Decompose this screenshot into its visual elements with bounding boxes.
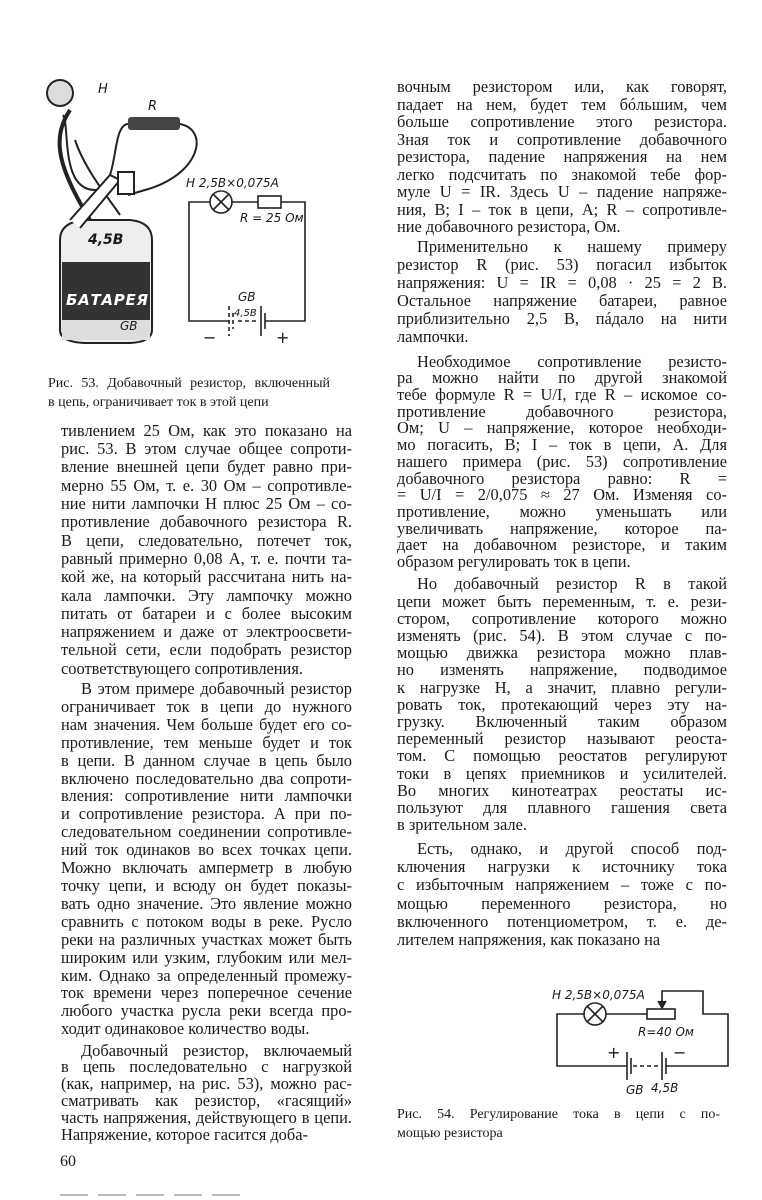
text-line: В этом примере добавочный резистор (81, 679, 352, 699)
text-line: нашего примера (рис. 53) сопротивление (397, 451, 727, 471)
battery-gb-label: GB (120, 319, 138, 333)
text-line: любого участка русла реки всегда про- (61, 1001, 352, 1021)
figure-53-caption (48, 374, 330, 412)
page-number: 60 (60, 1153, 76, 1170)
text-line: Ом; U – напряжение, которое необходи- (397, 418, 727, 438)
text-line: стором, сопротивление которого можно (397, 608, 727, 628)
paragraph (397, 238, 727, 346)
text-line: ограничивает ток в цепи до нужного (61, 696, 352, 716)
text-line: с избыточным напряжением – тоже с по- (397, 875, 727, 895)
resistor-label: R (148, 99, 158, 114)
text-line: том. С помощью реостатов регулируют (397, 746, 727, 766)
bulb-label: H (98, 82, 108, 97)
schematic-gb-label: GB (238, 290, 256, 304)
text-line: лампочки. (397, 327, 469, 346)
paragraph (397, 351, 727, 572)
text-line: ким. Однако за определенный промежу- (61, 965, 352, 985)
text-line: тебе формуле R = U/I, где R – искомое со- (397, 385, 727, 405)
text-line: токи в цепях приемников и усилителей. (397, 763, 727, 783)
text-line: грузку. Включенный таким образом (397, 712, 727, 732)
bulb-icon (47, 80, 73, 106)
paragraph (61, 680, 352, 1038)
paragraph (397, 575, 727, 833)
text-line: противление добавочного резистора, (397, 401, 727, 421)
text-line: Необходимое сопротивление резисто- (417, 351, 727, 371)
text-line: приблизительно 2,5 В, пáдало на нити (397, 309, 727, 328)
text-line: резистор R (рис. 53) погасил избыток (397, 255, 727, 274)
text-line: ток времени через поперечное сечение (61, 983, 352, 1003)
text-line: добавочного резистора равно: R = (397, 468, 727, 488)
text-line: легко подсчитать по знакомой тебе фор- (397, 164, 727, 184)
battery-text: БАТАРЕЯ (66, 291, 148, 309)
text-line: Остальное напряжение батареи, равное (397, 291, 727, 310)
text-line: широким или узким, глубоким или мел- (61, 947, 352, 967)
voltage-label-54: 4,5В (651, 1081, 679, 1095)
plus-sign-54: + (607, 1043, 621, 1062)
text-line: тельной сети, если подобрать резистор (61, 640, 352, 660)
text-line: Есть, однако, и другой способ под- (417, 838, 727, 858)
text-line: ние добавочного резистора, Ом. (397, 217, 621, 237)
text-line: лителем напряжения, как показано на (397, 929, 661, 949)
text-line: ходит одинаковое количество воды. (61, 1019, 310, 1039)
text-line: питать от батареи и с более высоким (61, 603, 352, 623)
text-line: кала лампочки. Эту лампочку можно (61, 585, 352, 605)
divider (136, 1194, 164, 1196)
text-line: ние нити лампочки Н плюс 25 Ом – со- (61, 494, 352, 514)
text-line: Напряжение, которое гасится доба- (61, 1124, 308, 1144)
circuit-schematic-54 (557, 991, 728, 1080)
minus-sign: − (203, 328, 217, 347)
caption-line: Рис. 53. Добавочный резистор, включенный (48, 376, 330, 391)
text-line: тивлением 25 Ом, как это показано на (61, 420, 352, 440)
text-line: сматривать как резистор, «гасящий» (61, 1090, 352, 1110)
text-line: образом регулировать ток в цепи. (397, 552, 631, 572)
paragraph (61, 1040, 352, 1144)
text-line: вать одно значение. Это явление можно (61, 893, 352, 913)
text-line: противление, тем меньше будет и ток (61, 732, 352, 752)
text-line: вочным резистором или, как говорят, (397, 77, 727, 97)
text-line: напряжением и даже от электроосвети- (61, 622, 352, 642)
schematic-voltage-label: 4,5В (234, 308, 257, 319)
text-line: точку цепи, и всюду он будет показы- (61, 876, 352, 896)
text-line: мощью движка резистора можно плав- (397, 643, 727, 663)
text-line: реки на различных участках может быть (61, 929, 352, 949)
lamp-spec-label: H 2,5В×0,075А (186, 176, 279, 190)
text-line: (как, например, на рис. 53), можно рас- (61, 1074, 352, 1094)
text-line: соответствующего сопротивления. (61, 658, 303, 678)
text-line: вление внешней цепи будет равно при- (61, 457, 352, 477)
resistor-value-label-54: R=40 Ом (638, 1025, 694, 1039)
figure-54-caption (397, 1105, 720, 1143)
text-line: противление добавочного резистора R. (61, 512, 352, 532)
text-line: часть напряжения, действующего в цепи. (61, 1107, 352, 1127)
text-line: в цепь последовательно с нагрузкой (61, 1057, 352, 1077)
lamp-spec-label-54: H 2,5В×0,075А (552, 988, 645, 1002)
text-line: вления: сопротивление нити лампочки (61, 786, 352, 806)
text-line: включенного потенциометром, т. е. де- (397, 911, 727, 931)
text-line: больше сопротивление этого резистора. (397, 112, 727, 132)
text-line: дает на добавочном резисторе, и таким (397, 535, 727, 555)
resistor-illustration (128, 117, 180, 130)
text-line: Применительно к нашему примеру (417, 237, 727, 256)
text-line: Зная ток и сопротивление добавочного (397, 129, 727, 149)
text-line: нам значения. Чем больше будет его со- (61, 714, 352, 734)
text-line: резистора, падение напряжения на нем (397, 147, 727, 167)
caption-line: в цепь, ограничивает ток в этой цепи (48, 395, 269, 410)
gb-label-54: GB (626, 1083, 644, 1097)
text-line: муле U = IR. Здесь U – падение напряже- (397, 182, 727, 202)
text-line: Но добавочный резистор R в такой (417, 574, 727, 594)
text-line: сравнить с потоком воды в реке. Русло (61, 911, 352, 931)
text-line: Во многих кинотеатрах реостаты ис- (397, 780, 727, 800)
divider (212, 1194, 240, 1196)
paragraph (397, 78, 727, 236)
text-line: противление, можно уменьшать или (397, 501, 727, 521)
text-line: Можно включать амперметр в любую (61, 858, 352, 878)
divider (174, 1194, 202, 1196)
minus-sign-54: − (673, 1043, 687, 1062)
text-line: мо погасить, В; I – ток в цепи, А. Для (397, 435, 727, 455)
text-line: падает на нем, будет тем бóльшим, чем (397, 94, 727, 114)
text-line: ра можно найти по другой знакомой (397, 368, 727, 388)
text-line: = U/I = 2/0,075 ≈ 27 Ом. Изменяя со- (397, 485, 727, 505)
figure-53 (0, 0, 380, 360)
battery-voltage-label: 4,5В (88, 232, 124, 248)
divider (98, 1194, 126, 1196)
text-line: в цепи. В данном случае в цепь было (61, 750, 352, 770)
text-line: В цепи, следовательно, потечет ток, (61, 530, 352, 550)
caption-line: Рис. 54. Регулирование тока в цепи с по- (397, 1107, 720, 1122)
text-line: изменять (рис. 54). В этом случае с по- (397, 626, 727, 645)
text-line: Добавочный резистор, включаемый (81, 1040, 352, 1060)
text-line: следовательном соединении сопротивле- (61, 822, 352, 842)
text-line: пользуют для плавного гашения света (397, 798, 727, 818)
text-line: в зрительном зале. (397, 815, 527, 835)
plus-sign: + (276, 328, 290, 347)
text-line: включено последовательно два сопроти- (61, 768, 352, 788)
text-line: ровать ток, протекающий через эту на- (397, 694, 727, 714)
text-line: к нагрузке Н, а значит, плавно регули- (397, 677, 727, 697)
caption-line: мощью резистора (397, 1126, 503, 1141)
text-line: и сопротивление резистора. А при по- (61, 804, 352, 824)
text-line: но изменять напряжение, подводимое (397, 660, 727, 680)
text-line: переменный резистор называют реоста- (397, 729, 727, 749)
text-line: равный примерно 0,08 А, т. е. почти та- (61, 548, 352, 568)
text-line: мерно 55 Ом, т. е. 30 Ом – сопротивле- (61, 475, 352, 495)
text-line: ключения нагрузки к источнику тока (397, 857, 727, 877)
text-line: цепи может быть переменным, т. е. рези- (397, 591, 727, 611)
text-line: мощью переменного резистора, но (397, 893, 727, 913)
text-line: ния, В; I – ток в цепи, А; R – сопротивле- (397, 199, 727, 219)
text-line: рис. 53. В этом случае общее сопроти- (61, 439, 352, 459)
text-line: напряжения: U = IR = 0,08 · 25 = 2 В. (397, 273, 727, 292)
resistor-value-label: R = 25 Ом (240, 211, 304, 225)
text-line: увеличивать напряжение, которое па- (397, 518, 727, 538)
text-line: кой же, на который рассчитана нить на- (61, 567, 352, 587)
divider (60, 1194, 88, 1196)
text-line: ний ток одинаков во всех точках цепи. (61, 840, 352, 860)
paragraph (397, 840, 727, 949)
paragraph (61, 422, 352, 678)
